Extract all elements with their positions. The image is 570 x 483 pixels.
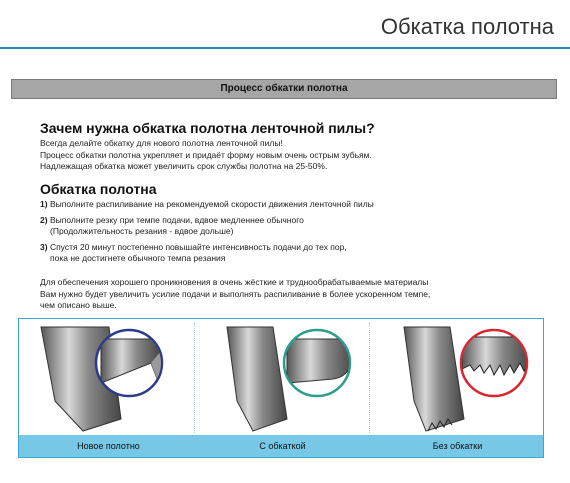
blade-chipped-icon [370,319,545,435]
step-item [40,215,374,238]
note-line: чем описано выше. [40,300,117,310]
caption-new-blade: Новое полотно [77,441,140,451]
why-line: Всегда делайте обкатку для нового полотна ленточной пилы! [40,138,283,148]
why-text [40,138,372,173]
step-text: Выполните резку при темпе подачи, вдвое медленнее обычного [49,214,304,225]
break-in-heading: Обкатка полотна [40,181,157,197]
step-item [40,242,374,265]
step-number: 1) [40,199,48,209]
note-line: Вам нужно будет увеличить усилие подачи и выполнять распиливание в более ускоренном темпе, [40,288,431,299]
caption-broken-in: С обкаткой [259,441,306,451]
page-title: Обкатка полотна [380,14,554,39]
section-bar: Процесс обкатки полотна [11,79,557,99]
why-heading: Зачем нужна обкатка полотна ленточной пилы? [40,120,375,136]
blade-rounded-icon [195,319,370,435]
caption-not-broken-in: Без обкатки [432,441,483,451]
header-rule [0,47,570,49]
break-in-steps [40,199,374,269]
step-item [40,199,374,211]
step-number: 2) [40,214,48,225]
step-number: 3) [40,241,48,252]
step-text: Спустя 20 минут постепенно повышайте интенсивность подачи до тех пор, [49,241,347,252]
hard-material-note [40,277,520,312]
step-text: (Продолжительность резания - вдвое дольше) [50,226,234,236]
figure-panel [18,318,544,458]
blade-new-icon [21,319,196,435]
why-line: Процесс обкатки полотна укрепляет и придаёт форму новым очень острым зубьям. [40,149,372,160]
step-text: Выполните распиливание на рекомендуемой скорости движения ленточной пилы [49,199,374,209]
page-header [0,0,570,50]
caption-bar [19,435,543,457]
why-line: Надлежащая обкатка может увеличить срок службы полотна на 25-50%. [40,161,328,171]
step-text: пока не достигнете обычного темпа резания [50,253,226,263]
note-line: Для обеспечения хорошего проникновения в очень жёсткие и труднообрабатываемые материалы [40,277,429,287]
